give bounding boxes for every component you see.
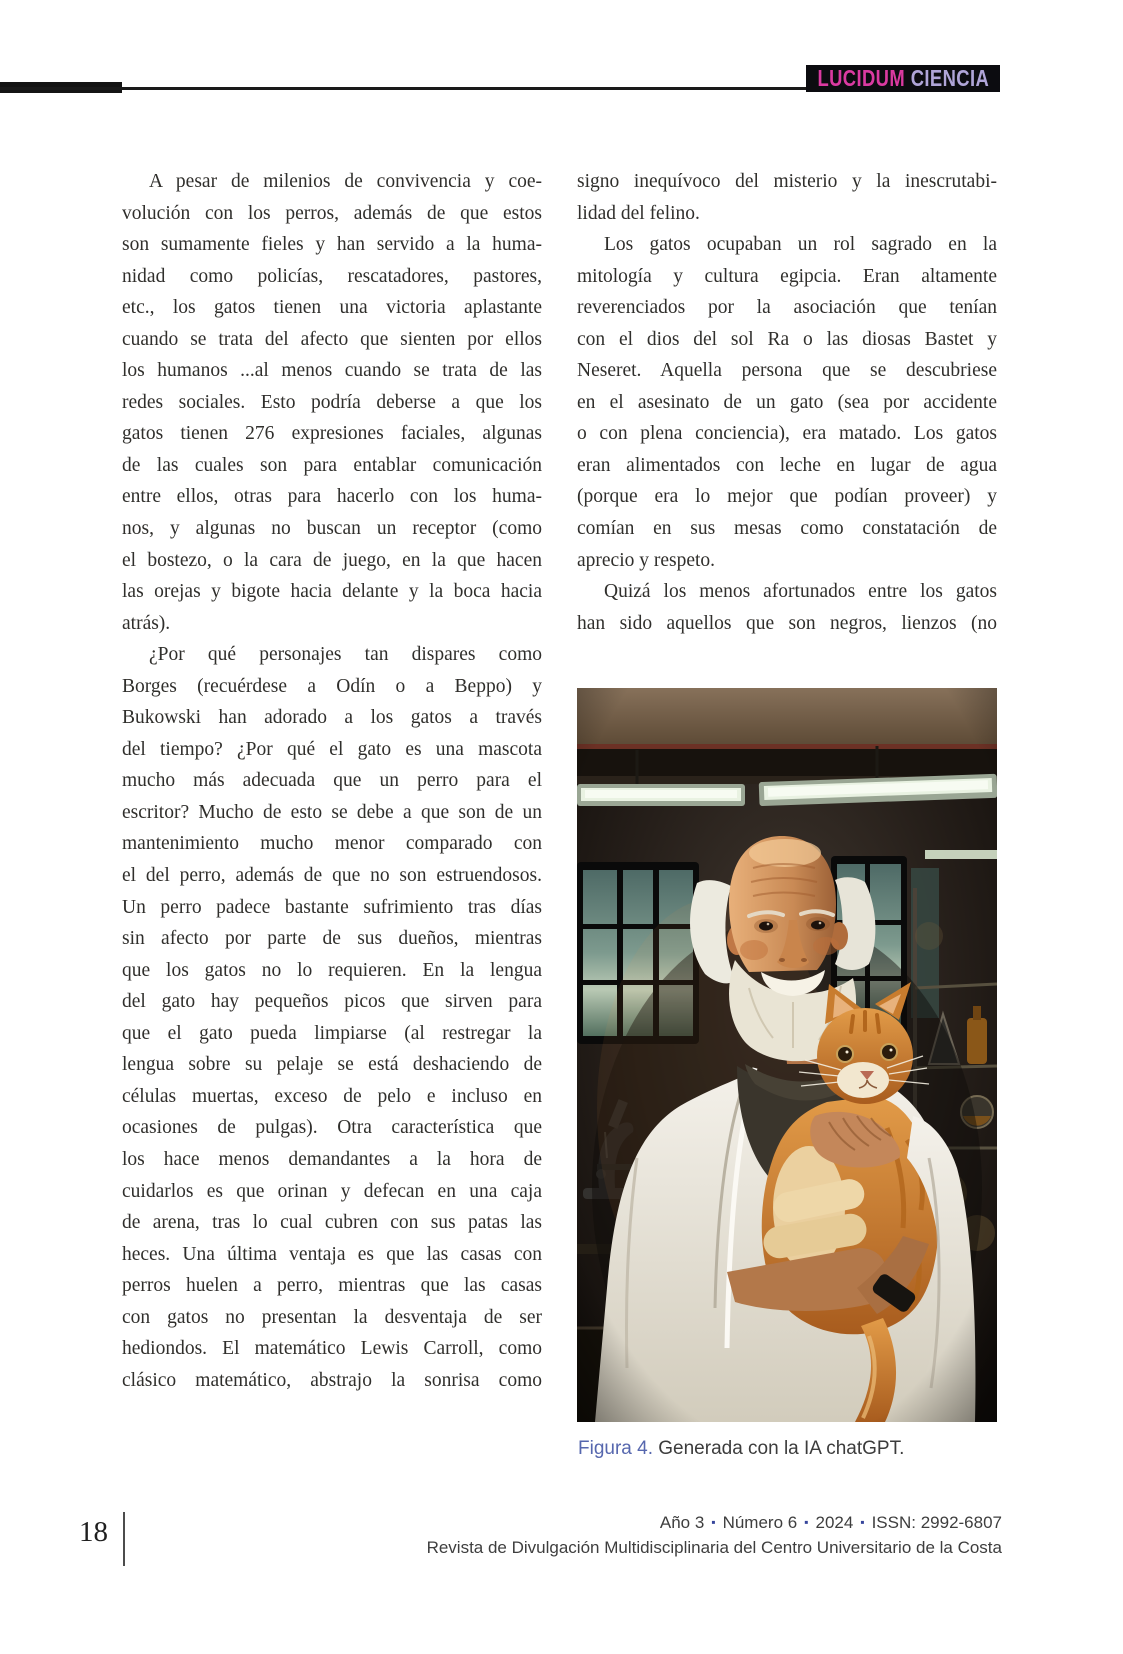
footer [427,1510,1002,1560]
journal-brand [806,65,1000,92]
brand-word-ciencia: CIENCIA [910,65,989,91]
text-line: nidad como policías, rescatadores, pastores, [122,265,542,287]
text-line: con gatos no presentan la desventaja de ser [122,1306,542,1328]
issue-info-part: Año 3 [659,1513,705,1532]
text-line: comían en sus mesas como constatación de [577,518,997,540]
text-line: Un perro padece bastante sufrimiento tras días [122,896,542,918]
figure-caption-text: Generada con la IA chatGPT. [652,1438,905,1459]
text-line: ocasiones de pulgas). Otra característica que [122,1117,542,1139]
journal-name: Revista de Divulgación Multidisciplinaria del Centro Universitario de la Costa [426,1538,1002,1557]
issue-info-part: ▪ Número 6 [711,1513,798,1532]
article-column-left [122,166,542,1396]
figure-caption-label: Figura 4. [578,1438,653,1459]
text-line: Bukowski han adorado a los gatos a través [122,707,542,729]
text-line: cuidarlos es que orinan y defecan en una caja [122,1180,542,1202]
separator-square-icon: ▪ [711,1515,716,1529]
text-line: volución con los perros, además de que estos [122,202,542,224]
text-line: A pesar de milenios de convivencia y coe- [149,171,542,192]
page-number-divider [123,1512,125,1566]
text-line: que los gatos no lo requieren. En la lengua [122,959,542,981]
text-line: (porque era lo mejor que podían proveer) y [577,486,997,508]
text-line: cuando se trata del afecto que sienten por ellos [122,328,542,350]
text-line: el bostezo, o la cara de juego, en la que hacen [122,549,542,571]
text-line: han sido aquellos que son negros, lienzos (no [577,612,997,634]
journal-brand-text [817,65,989,92]
article-column-right [577,166,997,639]
text-line: el del perro, además de que no son estruendosos. [122,865,542,887]
figure-4 [577,688,997,1459]
text-line: perros huelen a perro, mientras que las casas [122,1275,542,1297]
text-line: son sumamente fieles y han servido a la huma- [122,234,542,256]
text-line: mitología y cultura egipcia. Eran altamente [577,265,997,287]
text-line: escritor? Mucho de esto se debe a que son de un [122,801,542,823]
page-number: 18 [79,1516,108,1548]
text-line: signo inequívoco del misterio y la inescrutabi- [577,171,997,192]
text-line: en el asesinato de un gato (sea por accidente [577,391,997,413]
text-line: hediondos. El matemático Lewis Carroll, como [122,1338,542,1360]
issue-info-part: ▪ 2024 [804,1513,854,1532]
figure-caption [578,1438,997,1460]
text-line: células muertas, exceso de pelo e incluso en [122,1085,542,1107]
text-line: eran alimentados con leche en lugar de agua [577,454,997,476]
text-line: clásico matemático, abstrajo la sonrisa como [122,1369,542,1391]
text-line: etc., los gatos tienen una victoria aplastante [122,297,542,319]
figure-image-scientist-with-cat-photo [577,688,997,1422]
text-line: los hace menos demandantes a la hora de [122,1148,542,1170]
separator-square-icon: ▪ [804,1515,809,1529]
text-line: heces. Una última ventaja es que las casas con [122,1243,542,1265]
text-line: del gato hay pequeños picos que sirven para [122,991,542,1013]
text-line: que el gato pueda limpiarse (al restregar la [122,1022,542,1044]
issue-info [427,1510,1002,1535]
text-line: Neseret. Aquella persona que se descubriese [577,360,997,382]
text-line: nos, y algunas no buscan un receptor (como [122,518,542,540]
text-line: de las cuales son para entablar comunicación [122,454,542,476]
separator-square-icon: ▪ [860,1515,865,1529]
text-line: con el dios del sol Ra o las diosas Bastet y [577,328,997,350]
text-line: atrás). [122,612,171,634]
issue-info-part: ▪ ISSN: 2992-6807 [860,1513,1002,1532]
text-line: mucho más adecuada que un perro para el [122,770,542,792]
text-line: sin afecto por parte de sus dueños, mientras [122,928,542,950]
text-line: de arena, tras lo cual cubren con sus patas las [122,1212,542,1234]
text-line: lengua sobre su pelaje se está deshaciendo de [122,1054,542,1076]
text-line: o con plena conciencia), era matado. Los gatos [577,423,997,445]
text-line: ¿Por qué personajes tan dispares como [149,644,542,666]
text-line: mantenimiento mucho menor comparado con [122,833,542,855]
text-line: Borges (recuérdese a Odín o a Beppo) y [122,675,542,697]
text-line: lidad del felino. [577,202,700,224]
text-line: Los gatos ocupaban un rol sagrado en la [604,234,997,256]
brand-word-lucidum: LUCIDUM [817,65,905,91]
text-line: redes sociales. Esto podría deberse a que los [122,391,542,413]
text-line: los humanos ...al menos cuando se trata de las [122,360,542,382]
text-line: las orejas y bigote hacia delante y la boca hacia [122,581,542,603]
text-line: del tiempo? ¿Por qué el gato es una mascota [122,738,542,760]
text-line: aprecio y respeto. [577,549,716,571]
text-line: Quizá los menos afortunados entre los gatos [604,581,997,603]
text-line: reverenciados por la asociación que tenían [577,297,997,319]
text-line: entre ellos, otras para hacerlo con los huma- [122,486,542,508]
text-line: gatos tienen 276 expresiones faciales, algunas [122,423,542,445]
